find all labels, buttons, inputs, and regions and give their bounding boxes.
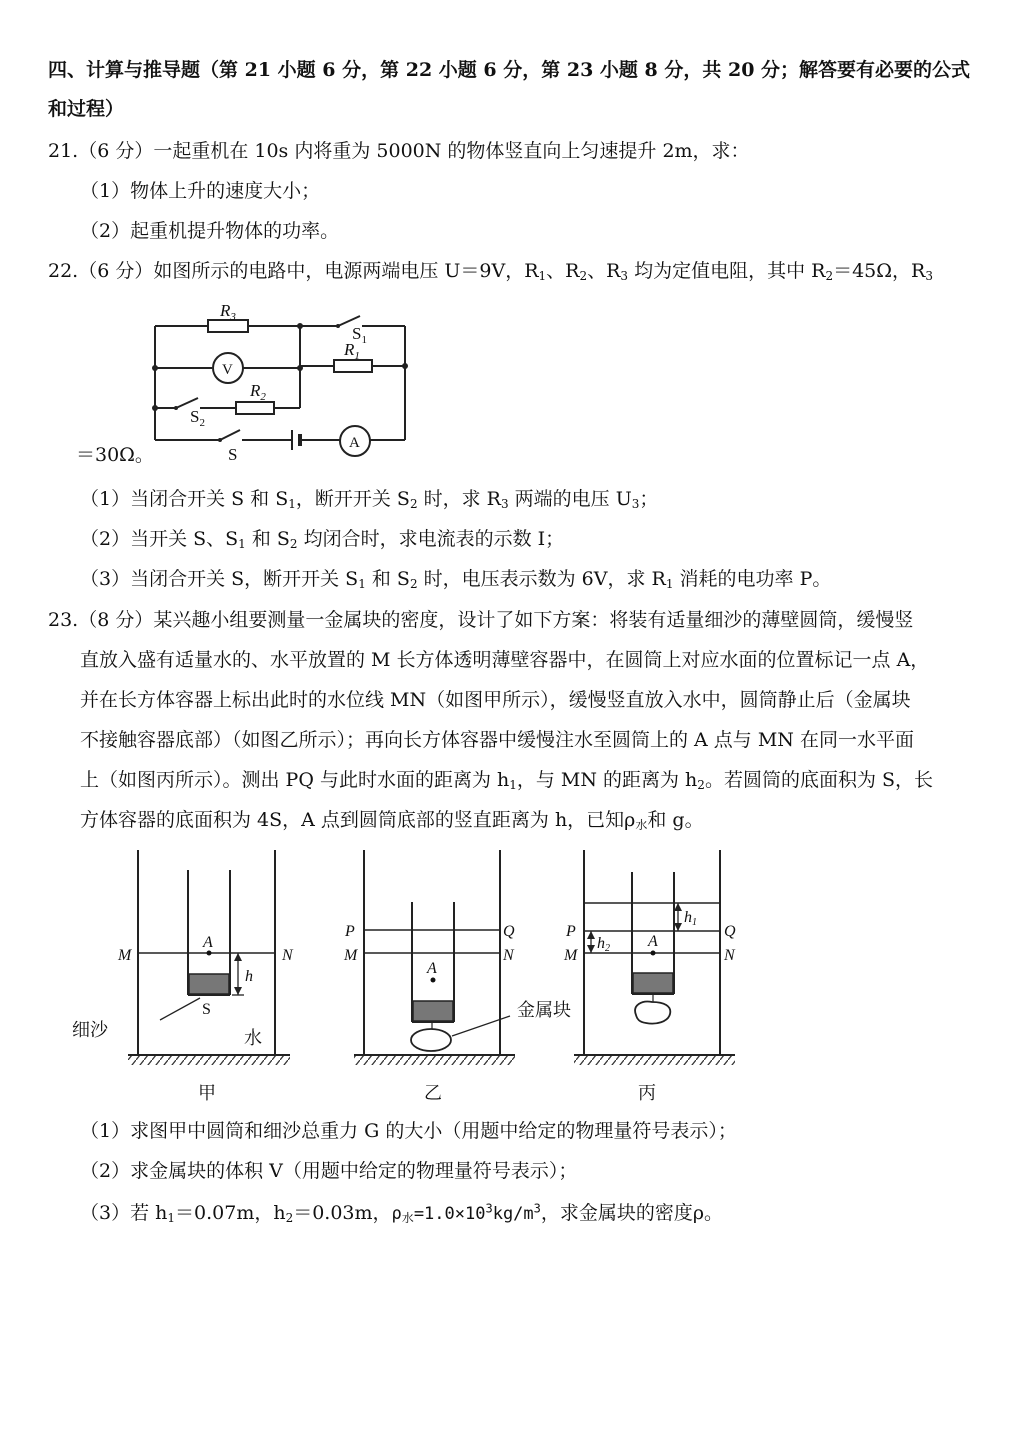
fig3-label-h1: h1 bbox=[684, 909, 697, 928]
q23-part2: （2）求金属块的体积 V（用题中给定的物理量符号表示）； bbox=[80, 1160, 578, 1182]
q23-line2: 直放入盛有适量水的、水平放置的 M 长方体透明薄壁容器中，在圆筒上对应水面的位置标记一点 A， bbox=[80, 649, 930, 671]
q23-line4: 不接触容器底部）（如图乙所示）；再向长方体容器中缓慢注水至圆筒上的 A 点与 MN 在同一水平面 bbox=[80, 729, 914, 751]
q23-part1: （1）求图甲中圆筒和细沙总重力 G 的大小（用题中给定的物理量符号表示）； bbox=[80, 1120, 737, 1142]
q23-line5: 上（如图丙所示）。测出 PQ 与此时水面的距离为 $h_1$，与 MN 的距离为 $h_2$。若圆筒的底面积为 S，长 bbox=[80, 769, 933, 792]
label-r3: $R_3$ bbox=[220, 301, 236, 323]
caption-jia: 甲 bbox=[198, 1083, 216, 1103]
fig3-label-h2: h2 bbox=[597, 935, 610, 954]
circuit-diagram bbox=[0, 0, 1024, 480]
fig3-label-m: M bbox=[564, 947, 578, 964]
q23-part3: （3）若 $h_1=0.07m$，$h_2=0.03m$，$\rho_水=1.0\times 10^3kg/m^3$，求金属块的密度ρ。 bbox=[80, 1201, 724, 1225]
fig1-label-water: 水 bbox=[244, 1028, 262, 1048]
figure-yi bbox=[343, 850, 571, 1103]
q22-stem-end: ＝30Ω。 bbox=[76, 444, 154, 466]
fig2-label-a: A bbox=[427, 960, 437, 977]
label-s2: $S_2$ bbox=[190, 407, 205, 429]
ammeter-label: A bbox=[349, 435, 360, 451]
label-s: S bbox=[228, 445, 238, 464]
fig2-label-q: Q bbox=[503, 923, 515, 940]
q22-part2: （2）当开关 S、$S_1$ 和 $S_2$ 均闭合时，求电流表的示数 I； bbox=[80, 528, 565, 551]
q22-part3: （3）当闭合开关 S，断开开关 $S_1$ 和 $S_2$ 时，电压表示数为 6V，求 $R_1$ 消耗的电功率 P。 bbox=[80, 568, 832, 591]
fig3-label-n: N bbox=[724, 947, 735, 964]
q21-part1: （1）物体上升的速度大小； bbox=[80, 180, 321, 202]
fig2-label-metal: 金属块 bbox=[517, 1000, 571, 1020]
label-s1: $S_1$ bbox=[352, 324, 367, 346]
fig2-label-p: P bbox=[345, 923, 355, 940]
fig2-label-m: M bbox=[344, 947, 358, 964]
fig1-label-sand: 细沙 bbox=[72, 1020, 108, 1040]
fig3-label-a: A bbox=[648, 933, 658, 950]
fig1-label-m: M bbox=[118, 947, 132, 964]
figure-jia bbox=[72, 850, 294, 1103]
label-r2: $R_2$ bbox=[250, 381, 266, 403]
fig1-label-a: A bbox=[203, 934, 213, 951]
q21-stem: 21.（6 分）一起重机在 10s 内将重为 5000N 的物体竖直向上匀速提升 2m，求： bbox=[48, 140, 750, 162]
q22-part1: （1）当闭合开关 S 和 $S_1$，断开开关 $S_2$ 时，求 $R_3$ 两端的电压 $U_3$； bbox=[80, 488, 659, 511]
fig1-label-h: h bbox=[245, 968, 253, 985]
fig2-label-n: N bbox=[503, 947, 514, 964]
q23-line1: 23.（8 分）某兴趣小组要测量一金属块的密度，设计了如下方案：将装有适量细沙的薄壁圆筒，缓慢竖 bbox=[48, 609, 914, 631]
q23-line3: 并在长方体容器上标出此时的水位线 MN（如图甲所示），缓慢竖直放入水中，圆筒静止后（金属块 bbox=[80, 689, 911, 711]
label-r1: $R_1$ bbox=[344, 340, 360, 362]
caption-bing: 丙 bbox=[638, 1083, 656, 1103]
fig1-label-s: S bbox=[202, 1001, 211, 1018]
caption-yi: 乙 bbox=[424, 1083, 442, 1103]
voltmeter-label: V bbox=[222, 362, 233, 378]
figure-bing bbox=[563, 850, 736, 1103]
fig1-label-n: N bbox=[282, 947, 293, 964]
fig3-label-p: P bbox=[566, 923, 576, 940]
container-figures bbox=[0, 840, 1024, 1110]
q21-part2: （2）起重机提升物体的功率。 bbox=[80, 220, 340, 242]
section-title-line2: 和过程） bbox=[48, 98, 125, 120]
section-title-line1: 四、计算与推导题（第 21 小题 6 分，第 22 小题 6 分，第 23 小题 8 分，共 20 分；解答要有必要的公式 bbox=[48, 59, 971, 81]
q22-stem: 22.（6 分）如图所示的电路中，电源两端电压 U＝9V，$R_1$、$R_2$、$R_3$ 均为定值电阻，其中 $R_2=45\Omega$，$R_3$ bbox=[48, 260, 933, 283]
q23-line6: 方体容器的底面积为 4S，A 点到圆筒底部的竖直距离为 h，已知$\rho_水$和 g。 bbox=[80, 809, 704, 832]
fig3-label-q: Q bbox=[724, 923, 736, 940]
